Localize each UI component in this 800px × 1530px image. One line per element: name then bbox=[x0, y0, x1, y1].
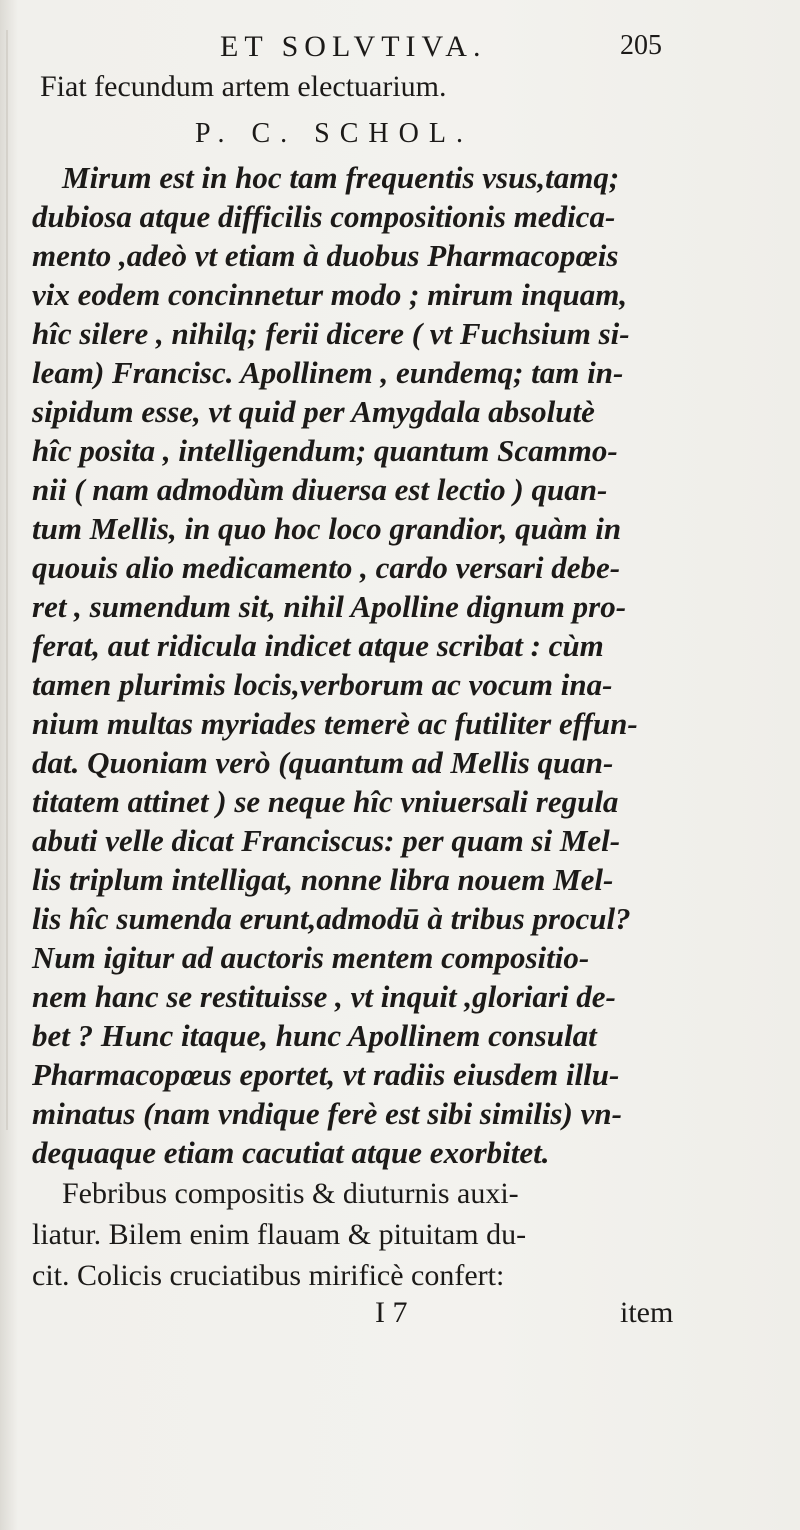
text-line: minatus (nam vndique ferè est sibi similis) vn- bbox=[32, 1096, 622, 1131]
text-line: hîc posita , intelligendum; quantum Scammo- bbox=[32, 433, 618, 468]
text-line: tamen plurimis locis,verborum ac vocum ina- bbox=[32, 667, 613, 702]
text-line: lis triplum intelligat, nonne libra nouem Mel- bbox=[32, 862, 614, 897]
text-line: titatem attinet ) se neque hîc vniuersali regula bbox=[32, 784, 619, 819]
text-line: mento ,adeò vt etiam à duobus Pharmacopœis bbox=[32, 238, 619, 273]
text-line: nium multas myriades temerè ac futiliter effun- bbox=[32, 706, 638, 741]
text-line: sipidum esse, vt quid per Amygdala absolutè bbox=[32, 394, 595, 429]
text-line: tum Mellis, in quo hoc loco grandior, quàm in bbox=[32, 511, 622, 546]
running-head bbox=[220, 30, 720, 70]
text-line: vix eodem concinnetur modo ; mirum inquam, bbox=[32, 277, 628, 312]
text-line: dequaque etiam cacutiat atque exorbitet. bbox=[32, 1135, 550, 1170]
page-gutter-shadow bbox=[6, 30, 8, 1130]
text-line: ret , sumendum sit, nihil Apolline dignum pro- bbox=[32, 589, 627, 624]
text-line: Pharmacopœus eportet, vt radiis eiusdem illu- bbox=[32, 1057, 620, 1092]
text-line: nii ( nam admodùm diuersa est lectio ) quan- bbox=[32, 472, 608, 507]
signature-mark: I 7 bbox=[375, 1296, 408, 1329]
text-line: ferat, aut ridicula indicet atque scribat : cùm bbox=[32, 628, 604, 663]
text-line: lis hîc sumenda erunt,admodū à tribus procul? bbox=[32, 901, 631, 936]
text-line: quouis alio medicamento , cardo versari debe- bbox=[32, 550, 621, 585]
text-line: dubiosa atque difficilis compositionis medica- bbox=[32, 199, 616, 234]
catchword: item bbox=[620, 1296, 674, 1329]
text-line: dat. Quoniam verò (quantum ad Mellis quan- bbox=[32, 745, 614, 780]
text-line: Mirum est in hoc tam frequentis vsus,tamq; bbox=[62, 160, 620, 195]
text-line: leam) Francisc. Apollinem , eundemq; tam in- bbox=[32, 355, 624, 390]
text-line: abuti velle dicat Franciscus: per quam si Mel- bbox=[32, 823, 621, 858]
text-line: nem hanc se restituisse , vt inquit ,gloriari de- bbox=[32, 979, 616, 1014]
text-line: Fiat fecundum artem electuarium. bbox=[40, 70, 447, 103]
text-line: Num igitur ad auctoris mentem compositio- bbox=[32, 940, 590, 975]
page-number: 205 bbox=[620, 30, 662, 61]
text-line: hîc silere , nihilq; ferii dicere ( vt Fuchsium si- bbox=[32, 316, 630, 351]
section-heading: P. C. SCHOL. bbox=[195, 118, 473, 149]
text-line: liatur. Bilem enim flauam & pituitam du- bbox=[32, 1218, 527, 1251]
running-title: ET SOLVTIVA. bbox=[220, 30, 487, 63]
text-line: cit. Colicis cruciatibus mirificè confert: bbox=[32, 1259, 505, 1292]
text-line: bet ? Hunc itaque, hunc Apollinem consulat bbox=[32, 1018, 597, 1053]
text-line: Febribus compositis & diuturnis auxi- bbox=[62, 1177, 519, 1210]
